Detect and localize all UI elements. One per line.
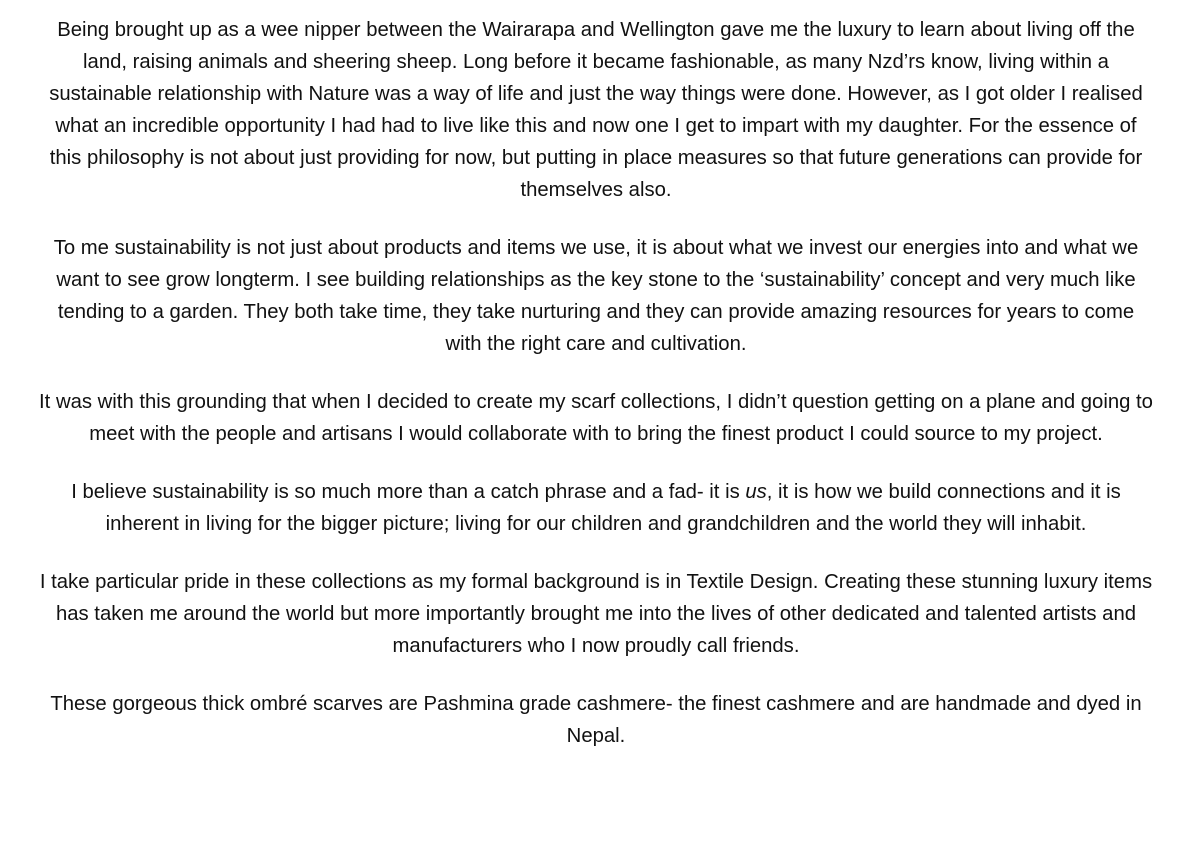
paragraph-upbringing: Being brought up as a wee nipper between the Wairarapa and Wellington gave me the luxury to learn about living off the land, raising animals and sheering sheep. Long before it became fashionable, as many Nzd’rs know, living within a sustainable relationship with Nature was a way of life and just the way things were done. However, as I got older I realised what an incredible opportunity I had had to live like this and now one I get to impart with my daughter. For the essence of this philosophy is not about just providing for now, but putting in place measures so that future generations can provide for themselves also. xyxy=(49,19,1143,201)
paragraph-belief-start: I believe sustainability is so much more than a catch phrase and a fad- it is xyxy=(71,481,746,503)
paragraph-belief xyxy=(38,476,1154,540)
article-body xyxy=(38,14,1154,778)
paragraph-scarf-collections: It was with this grounding that when I decided to create my scarf collections, I didn’t question getting on a plane and going to meet with the people and artisans I would collaborate with to bring the finest product I could source to my project. xyxy=(39,391,1153,445)
paragraph-scarf-details: These gorgeous thick ombré scarves are Pashmina grade cashmere- the finest cashmere and are handmade and dyed in Nepal. xyxy=(50,693,1142,747)
paragraph-belief-emphasis: us xyxy=(745,481,767,503)
paragraph-sustainability-meaning: To me sustainability is not just about products and items we use, it is about what we invest our energies into and what we want to see grow longterm. I see building relationships as the key stone to the ‘sustainability’ concept and very much like tending to a garden. They both take time, they take nurturing and they can provide amazing resources for years to come with the right care and cultivation. xyxy=(53,237,1139,355)
paragraph-textile-background: I take particular pride in these collections as my formal background is in Textile Design. Creating these stunning luxury items has taken me around the world but more importantly brought me into the lives of other dedicated and talented artists and manufacturers who I now proudly call friends. xyxy=(39,571,1153,657)
paragraph-belief-end: , it is how we build connections and it is inherent in living for the bigger picture; living for our children and grandchildren and the world they will inhabit. xyxy=(105,481,1121,535)
